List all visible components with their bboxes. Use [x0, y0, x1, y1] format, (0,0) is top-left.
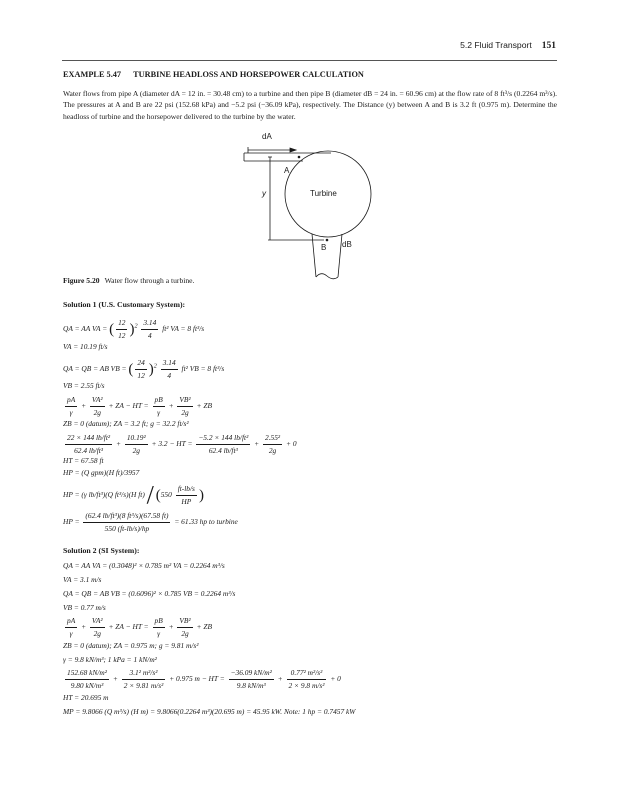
- label-y: y: [262, 189, 266, 198]
- s1-substitution: $\frac{\text{22 × 144 lb/ft²}}{\text{62.4 lb/ft³}}$ + $\frac{\text{10.19²}}{2g}$ + 3.2 − HT = $\frac{\text{−5.2 × 144 lb/ft²}}{\text{62.4 lb/ft³}}$ + $\frac{\text{2.55²}}{2g}$ + 0: [67, 433, 297, 455]
- s2-datum-line: ZB = 0 (datum); ZA = 0.975 m; g = 9.81 m/s²: [63, 641, 199, 650]
- pipe-b-left: [312, 234, 316, 277]
- label-a: A: [284, 166, 290, 175]
- figure-label: Figure 5.20: [63, 276, 100, 285]
- s2-area-b: QA = QB = AB VB = (0.6096)² × 0.785 VB = 0.2264 m³/s: [63, 589, 236, 598]
- turbine-figure: [0, 0, 619, 300]
- s1-hp-result: HP = $\frac{\text{(62.4 lb/ft³)(8 ft³/s)(67.58 ft)}}{550 (ft-lb/s)/hp}$ = 61.33 hp to turbine: [63, 511, 238, 533]
- s1-ht-result: HT = 67.58 ft: [63, 456, 104, 465]
- s2-gamma-line: γ = 9.8 kN/m³; 1 kPa = 1 kN/m²: [63, 655, 157, 664]
- s1-va-result: VA = 10.19 ft/s: [63, 342, 108, 351]
- example-label: EXAMPLE 5.47: [63, 70, 122, 79]
- example-heading: TURBINE HEADLOSS AND HORSEPOWER CALCULATION: [133, 70, 364, 79]
- figure-caption: [63, 276, 194, 285]
- s1-vb-result: VB = 2.55 ft/s: [63, 381, 105, 390]
- s1-datum-line: ZB = 0 (datum); ZA = 3.2 ft; g = 32.2 ft/s²: [63, 419, 189, 428]
- s1-bernoulli: $\frac{pA}{\gamma}$ + $\frac{\text{VA²}}{2g}$ + ZA − HT = $\frac{pB}{\gamma}$ + $\frac{\text{VB²}}{2g}$ + ZB: [67, 395, 212, 417]
- s2-bernoulli: $\frac{pA}{\gamma}$ + $\frac{\text{VA²}}{2g}$ + ZA − HT = $\frac{pB}{\gamma}$ + $\frac{\text{VB²}}{2g}$ + ZB: [67, 616, 212, 638]
- s2-power-result: MP = 9.8066 (Q m³/s) (H m) = 9.8066(0.2264 m³)(20.695 m) = 45.95 kW. Note: 1 hp = 0.7457 kW: [63, 707, 356, 716]
- section-title: 5.2 Fluid Transport: [460, 40, 532, 50]
- s2-va-result: VA = 3.1 m/s: [63, 575, 102, 584]
- s2-ht-result: HT = 20.695 m: [63, 693, 109, 702]
- solution1-heading: Solution 1 (U.S. Customary System):: [63, 300, 186, 309]
- s2-area-a: QA = AA VA = (0.3048)² × 0.785 m² VA = 0.2264 m³/s: [63, 561, 225, 570]
- s2-substitution: $\frac{\text{152.68 kN/m²}}{\text{9.80 kN/m³}}$ + $\frac{\text{3.1² m²/s²}}{\text{2 × 9.81 m/s²}}$ + 0.975 m − HT = $\frac{\text{−36.09 kN/m²}}{\text{9.8 kN/m³}}$ + $\frac{\text{0.77² m²/s²}}{\text{2 × 9.8 m/s²}}$ + 0: [67, 668, 341, 690]
- problem-statement: Water flows from pipe A (diameter dA = 12 in. = 30.48 cm) to a turbine and then pipe B (diameter dB = 24 in. = 60.96 cm) at the flow rate of 8 ft³/s (0.2264 m³/s). The pressures at A and B are 22 psi (152.68 kPa) and −5.2 psi (−36.09 kPa), respectively. The Distance (y) between A and B is 3.2 ft (0.975 m). Determine the headloss of turbine and the horsepower delivered to the turbine by the water.: [63, 89, 557, 121]
- s1-eq-area-a: QA = AA VA = ( $\frac{12}{12}$ )$^2$ $\frac{3.14}{4}$ ft² VA = 8 ft³/s: [63, 318, 205, 340]
- s2-vb-result: VB = 0.77 m/s: [63, 603, 106, 612]
- label-b: B: [321, 243, 327, 252]
- pipe-b-break: [316, 274, 338, 279]
- label-db: dB: [342, 240, 352, 249]
- label-turbine: Turbine: [310, 189, 337, 198]
- solution2-heading: Solution 2 (SI System):: [63, 546, 140, 555]
- s1-hp-formula: HP = (Q gpm)(H ft)/3957: [63, 468, 140, 477]
- s1-hp-equation: HP = (γ lb/ft³)(Q ft³/s)(H ft) / (550 $\frac{ft-lb/s}{HP}$ ): [63, 480, 204, 510]
- page-number: 151: [541, 41, 556, 51]
- label-da: dA: [262, 132, 272, 141]
- figure-caption-text: Water flow through a turbine.: [104, 276, 195, 285]
- point-b-dot: [326, 239, 329, 242]
- s1-eq-area-b: QA = QB = AB VB = ( $\frac{24}{12}$ )$^2$ $\frac{3.14}{4}$ ft² VB = 8 ft³/s: [63, 358, 225, 380]
- da-arrow-head: [290, 148, 296, 152]
- point-a-dot: [298, 156, 301, 159]
